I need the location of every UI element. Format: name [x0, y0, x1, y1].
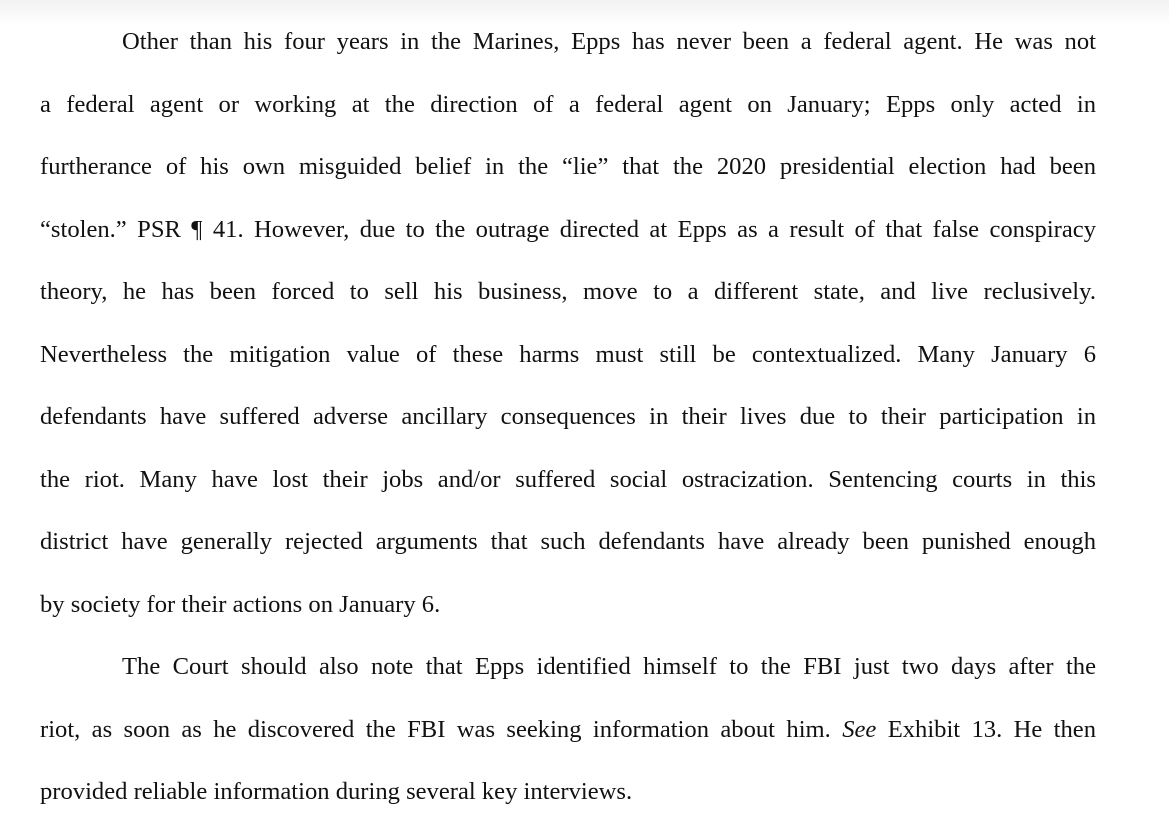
text-line: district have generally rejected arguments that such defendants have already been punished enough: [40, 528, 1096, 555]
text-line: defendants have suffered adverse ancillary consequences in their lives due to their participation in: [40, 403, 1096, 430]
text-line: provided reliable information during several key interviews.: [40, 778, 633, 805]
text-line: a federal agent or working at the direction of a federal agent on January; Epps only acted in: [40, 90, 1096, 118]
text-line: Other than his four years in the Marines, Epps has never been a federal agent. He was not: [122, 28, 1096, 55]
citation-signal-see: See: [842, 715, 877, 743]
text-line: the riot. Many have lost their jobs and/or suffered social ostracization. Sentencing courts in this: [40, 465, 1096, 493]
text-segment: riot, as soon as he discovered the FBI was seeking information about him.: [40, 715, 843, 743]
text-line: furtherance of his own misguided belief in the “lie” that the 2020 presidential election had been: [40, 153, 1096, 180]
text-line: by society for their actions on January 6.: [40, 590, 441, 618]
text-line: theory, he has been forced to sell his business, move to a different state, and live reclusively.: [40, 278, 1096, 305]
text-line: Nevertheless the mitigation value of these harms must still be contextualized. Many January 6: [40, 340, 1096, 368]
text-line: The Court should also note that Epps identified himself to the FBI just two days after the: [122, 653, 1096, 680]
text-line: [40, 706, 1096, 754]
text-line: “stolen.” PSR ¶ 41. However, due to the outrage directed at Epps as a result of that false conspiracy: [40, 215, 1096, 243]
text-segment: Exhibit 13. He then: [876, 715, 1096, 743]
